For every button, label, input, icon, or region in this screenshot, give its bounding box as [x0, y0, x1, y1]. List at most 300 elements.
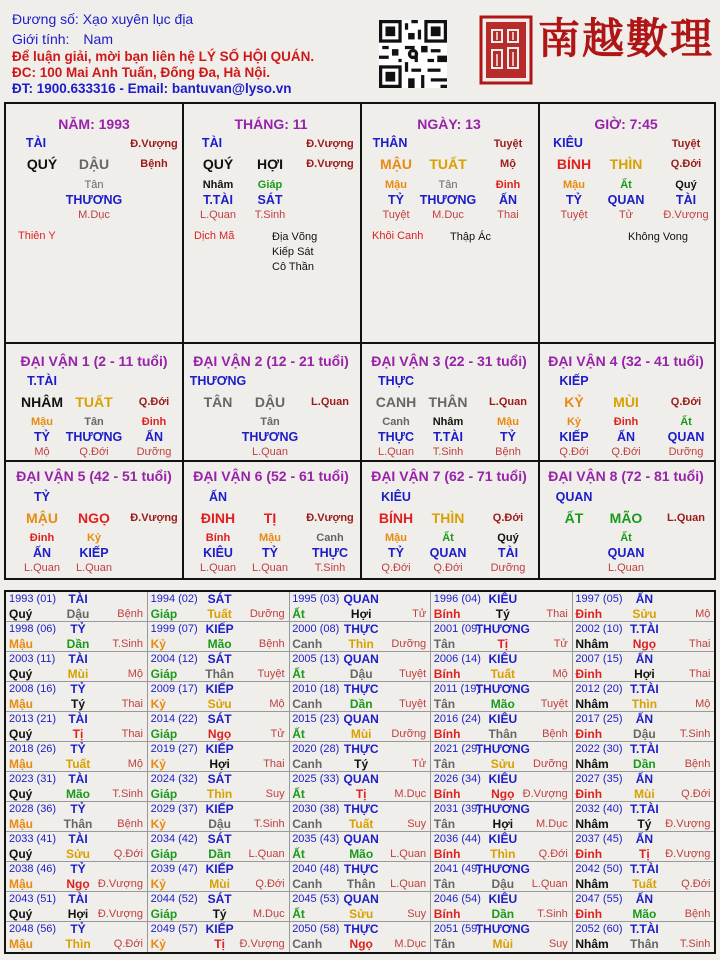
pillar-stem-state: Đ.Vượng	[306, 138, 354, 150]
year-star: ẤN	[635, 832, 654, 846]
dai-van-star: KIÊU	[381, 490, 411, 504]
year-stem: Kỷ	[150, 937, 166, 951]
dai-van-state: Q.Đới	[138, 396, 170, 408]
year-stem: Đinh	[575, 787, 603, 801]
year-branch: Thìn	[206, 787, 233, 801]
hidden-stem: Giáp	[257, 179, 283, 191]
dai-van-title: ĐẠI VẬN 1 (2 - 11 tuổi)	[20, 353, 168, 369]
owner-line	[12, 11, 193, 27]
year-branch: Mùi	[209, 877, 230, 891]
year-cell	[289, 772, 431, 802]
contact-address: ĐC: 100 Mai Anh Tuấn, Đống Đa, Hà Nội.	[12, 65, 271, 80]
hidden-stem: Tân	[438, 179, 458, 191]
year-star: KIẾP	[205, 862, 234, 876]
year-phase: T.Sinh	[254, 818, 285, 830]
hidden-stem-star: TỶ	[500, 430, 516, 444]
year-phase: T.Sinh	[679, 728, 711, 740]
year-branch: Mùi	[350, 727, 372, 741]
year-label: 2016 (24)	[433, 713, 481, 725]
year-phase: Q.Đới	[681, 788, 711, 800]
year-star: SÁT	[207, 772, 232, 786]
hidden-stem-star: KIẾP	[79, 546, 109, 560]
year-label: 2032 (40)	[575, 803, 623, 815]
year-branch: Tị	[355, 787, 367, 801]
year-phase: Thai	[546, 608, 568, 620]
year-phase: Thai	[263, 758, 285, 770]
year-branch: Thìn	[348, 637, 374, 651]
year-cell	[289, 892, 431, 922]
year-phase: Dưỡng	[391, 638, 427, 650]
year-star: TÀI	[68, 832, 88, 846]
contact-phone-email: ĐT: 1900.633316 - Email: bantuvan@lyso.vn	[12, 81, 292, 96]
hidden-stem-phase: L.Quan	[23, 562, 61, 574]
hidden-stem-star: TÀI	[497, 546, 519, 560]
year-branch: Mùi	[492, 937, 514, 951]
year-star: QUAN	[343, 712, 379, 726]
year-star: TÀI	[68, 892, 88, 906]
year-cell	[6, 712, 148, 742]
year-phase: Suy	[407, 818, 427, 830]
year-label: 2043 (51)	[9, 893, 57, 905]
year-branch: Mão	[632, 907, 657, 921]
year-label: 2042 (50)	[575, 863, 623, 875]
year-stem: Giáp	[150, 787, 178, 801]
year-branch: Thân	[488, 727, 518, 741]
year-branch: Tị	[72, 727, 84, 741]
pillar-branch-state: Mộ	[500, 158, 516, 170]
hidden-stem-star: THƯƠNG	[241, 430, 299, 444]
year-cell	[289, 712, 431, 742]
year-label: 1995 (03)	[292, 593, 340, 605]
year-star: THỰC	[343, 922, 379, 936]
year-stem: Giáp	[150, 667, 178, 681]
dai-van-branch: DẬU	[254, 394, 286, 410]
hidden-stem-phase: L.Quan	[199, 209, 237, 221]
year-branch: Dậu	[208, 817, 231, 831]
dai-van-box	[4, 342, 184, 462]
year-phase: Mộ	[552, 668, 568, 680]
year-cell	[572, 772, 714, 802]
dai-van-state: L.Quan	[489, 396, 527, 408]
year-label: 2015 (23)	[292, 713, 340, 725]
year-branch: Dần	[633, 757, 656, 771]
year-star: ẤN	[635, 592, 654, 606]
year-star: TÀI	[68, 772, 88, 786]
year-label: 2046 (54)	[433, 893, 481, 905]
hidden-stem-star: THƯƠNG	[65, 430, 123, 444]
hidden-stem-phase: Q.Đới	[611, 446, 641, 458]
hidden-stem-phase: M.Dục	[432, 209, 464, 221]
dai-van-star: KIẾP	[559, 374, 589, 388]
year-branch: Thìn	[490, 847, 516, 861]
year-star: KIÊU	[488, 772, 518, 786]
hidden-stem: Canh	[316, 532, 344, 544]
dai-van-box	[538, 342, 716, 462]
pillar-stem: BÍNH	[556, 156, 592, 172]
year-label: 1993 (01)	[9, 593, 57, 605]
year-phase: Tuyệt	[540, 698, 568, 710]
year-phase: Q.Đới	[255, 878, 285, 890]
year-label: 2037 (45)	[575, 833, 623, 845]
hidden-stem: Mậu	[31, 416, 53, 428]
dai-van-title: ĐẠI VẬN 7 (62 - 71 tuổi)	[371, 468, 527, 484]
dai-van-stem: ĐINH	[200, 510, 236, 526]
year-label: 2012 (20)	[575, 683, 623, 695]
hidden-stem-star: ẤN	[144, 430, 164, 444]
hidden-stem-phase: Dưỡng	[668, 446, 704, 458]
hidden-stem: Ất	[680, 416, 692, 428]
year-stem: Giáp	[150, 727, 178, 741]
year-phase: Suy	[548, 938, 568, 950]
year-stem: Bính	[433, 847, 461, 861]
year-cell	[148, 682, 290, 712]
year-branch: Dần	[208, 847, 231, 861]
pillar-title: THÁNG: 11	[234, 116, 308, 132]
dai-van-branch: NGỌ	[78, 510, 110, 526]
year-label: 2025 (33)	[292, 773, 340, 785]
year-stem: Tân	[433, 637, 456, 651]
year-star: THỰC	[343, 622, 379, 636]
year-stem: Đinh	[575, 667, 603, 681]
year-cell	[289, 742, 431, 772]
year-cell	[148, 802, 290, 832]
year-phase: M.Dục	[536, 818, 568, 830]
year-cell	[572, 802, 714, 832]
year-star: T.TÀI	[630, 922, 659, 936]
pillar-stem: MẬU	[380, 156, 412, 172]
year-phase: Tuyệt	[399, 698, 427, 710]
year-label: 2044 (52)	[150, 893, 198, 905]
year-stem: Nhâm	[575, 937, 609, 951]
year-stem: Canh	[292, 817, 323, 831]
year-stem: Tân	[433, 817, 456, 831]
year-branch: Sửu	[65, 847, 91, 861]
year-cell	[6, 772, 148, 802]
year-cell	[431, 622, 573, 652]
year-branch: Tị	[214, 937, 225, 951]
year-branch: Tuất	[65, 757, 91, 771]
year-stem: Mậu	[9, 757, 33, 771]
year-stem: Đinh	[575, 847, 603, 861]
year-branch: Dậu	[66, 607, 90, 621]
year-stem: Tân	[433, 937, 456, 951]
year-stem: Ất	[292, 727, 305, 741]
year-label: 2002 (10)	[575, 623, 623, 635]
year-phase: Thai	[688, 668, 711, 680]
year-branch: Dần	[349, 697, 373, 711]
year-branch: Tị	[497, 637, 509, 651]
year-label: 2051 (59)	[433, 923, 481, 935]
year-branch: Hợi	[209, 757, 230, 771]
year-stem: Kỷ	[150, 697, 166, 711]
year-label: 2020 (28)	[292, 743, 340, 755]
year-star: THỰC	[343, 742, 379, 756]
hidden-stem-phase: Mộ	[34, 446, 50, 458]
year-branch: Dần	[66, 637, 90, 651]
year-phase: Tuyệt	[257, 668, 285, 680]
year-stem: Canh	[292, 877, 323, 891]
hidden-stem-star: ẤN	[32, 546, 52, 560]
pillar-stem: QUÝ	[26, 156, 58, 172]
year-star: TỶ	[70, 862, 86, 876]
year-phase: Tử	[412, 608, 427, 620]
year-label: 1999 (07)	[150, 623, 198, 635]
year-phase: Q.Đới	[113, 938, 143, 950]
hidden-stem-star: ẤN	[498, 193, 518, 207]
year-phase: M.Dục	[394, 788, 427, 800]
year-label: 2052 (60)	[575, 923, 623, 935]
year-label: 2018 (26)	[9, 743, 57, 755]
hidden-stem: Tân	[260, 416, 280, 428]
year-stem: Ất	[292, 847, 305, 861]
hidden-stem: Quý	[675, 179, 697, 191]
year-star: ẤN	[635, 892, 654, 906]
year-stem: Mậu	[9, 817, 33, 831]
hidden-stem-phase: L.Quan	[377, 446, 415, 458]
owner-name: Xạo xuyên lục địa	[82, 11, 194, 27]
year-stem: Mậu	[9, 937, 33, 951]
year-cell	[431, 592, 573, 622]
year-phase: Đ.Vượng	[97, 908, 143, 920]
dai-van-branch: THÌN	[431, 510, 465, 526]
year-star: THỰC	[343, 862, 379, 876]
year-phase: T.Sinh	[112, 638, 143, 650]
year-branch: Hợi	[67, 907, 89, 921]
year-stem: Kỷ	[150, 757, 166, 771]
year-cell	[148, 892, 290, 922]
year-stem: Bính	[433, 907, 461, 921]
year-cell	[572, 832, 714, 862]
hidden-stem-star: T.TÀI	[203, 193, 233, 207]
year-phase: Q.Đới	[113, 848, 143, 860]
dai-van-star: ẤN	[208, 490, 228, 504]
hidden-stem-phase: Tử	[618, 209, 634, 221]
year-branch: Hợi	[492, 817, 514, 831]
year-cell	[572, 682, 714, 712]
hidden-stem: Bính	[205, 532, 231, 544]
hidden-stem-star: KIÊU	[203, 546, 233, 560]
year-phase: Bệnh	[117, 608, 143, 620]
year-star: KIÊU	[488, 712, 518, 726]
year-branch: Dậu	[633, 727, 656, 741]
hidden-stem-star: THỰC	[377, 430, 415, 444]
year-branch: Ngọ	[207, 727, 232, 741]
year-stem: Tân	[433, 697, 456, 711]
year-label: 2024 (32)	[150, 773, 198, 785]
year-stem: Tân	[433, 757, 456, 771]
year-cell	[148, 652, 290, 682]
pillar-branch: TUẤT	[429, 156, 467, 172]
hidden-stem-star: TỶ	[388, 193, 404, 207]
pillar-box	[538, 102, 716, 344]
hidden-stem-star: QUAN	[607, 193, 645, 207]
year-phase: L.Quan	[248, 848, 285, 860]
pillar-stem-star: TÀI	[201, 136, 223, 150]
year-branch: Thân	[630, 937, 659, 951]
year-stem: Canh	[292, 637, 323, 651]
year-stem: Mậu	[9, 637, 33, 651]
pillar-branch: DẬU	[78, 156, 110, 172]
year-stem: Nhâm	[575, 877, 609, 891]
pillar-stem: QUÝ	[202, 156, 234, 172]
year-star: KIÊU	[488, 652, 518, 666]
year-cell	[289, 862, 431, 892]
year-stem: Mậu	[9, 697, 33, 711]
hidden-stem: Canh	[382, 416, 410, 428]
year-cell	[6, 802, 148, 832]
year-cell	[431, 742, 573, 772]
year-star: SÁT	[207, 712, 232, 726]
year-star: THỰC	[343, 802, 379, 816]
year-star: KIÊU	[488, 592, 518, 606]
year-stem: Nhâm	[575, 697, 609, 711]
hidden-stem-star: TỶ	[34, 430, 50, 444]
year-label: 2030 (38)	[292, 803, 340, 815]
year-star: KIẾP	[205, 742, 234, 756]
dai-van-star: QUAN	[555, 490, 593, 504]
hidden-stem-phase: Q.Đới	[79, 446, 109, 458]
year-phase: Tử	[412, 758, 427, 770]
year-label: 2006 (14)	[433, 653, 481, 665]
pillar-box	[4, 102, 184, 344]
hidden-stem: Đinh	[495, 179, 521, 191]
hidden-stem: Quý	[497, 532, 519, 544]
year-branch: Thân	[205, 667, 234, 681]
year-label: 2023 (31)	[9, 773, 57, 785]
year-cell	[431, 802, 573, 832]
year-phase: M.Dục	[252, 908, 285, 920]
pillar-box	[360, 102, 540, 344]
year-label: 2033 (41)	[9, 833, 57, 845]
year-cell	[6, 832, 148, 862]
year-phase: Thai	[688, 638, 711, 650]
year-branch: Tý	[70, 697, 86, 711]
hidden-stem: Mậu	[563, 179, 585, 191]
dai-van-box	[360, 342, 540, 462]
year-label: 2017 (25)	[575, 713, 623, 725]
year-stem: Kỷ	[150, 637, 166, 651]
gender-label: Giới tính:	[12, 31, 70, 47]
year-stem: Mậu	[9, 877, 33, 891]
pillar-branch: THÌN	[609, 156, 643, 172]
shen-sat: Địa Võng Kiếp Sát Cô Thần	[272, 231, 318, 273]
year-star: T.TÀI	[630, 862, 659, 876]
year-label: 2005 (13)	[292, 653, 340, 665]
year-cell	[148, 922, 290, 952]
year-cell	[148, 832, 290, 862]
year-label: 2022 (30)	[575, 743, 623, 755]
year-star: THƯƠNG	[475, 862, 530, 876]
year-cell	[572, 862, 714, 892]
pillar-stem-star: THÂN	[372, 136, 408, 150]
year-star: THƯƠNG	[475, 742, 530, 756]
dai-van-branch: TỊ	[263, 510, 277, 526]
year-label: 2009 (17)	[150, 683, 198, 695]
hidden-stem-phase: Q.Đới	[559, 446, 589, 458]
year-branch: Thân	[63, 817, 93, 831]
year-phase: Đ.Vượng	[239, 938, 285, 950]
year-branch: Ngọ	[66, 877, 90, 891]
year-phase: Thai	[121, 698, 143, 710]
year-star: THƯƠNG	[475, 622, 530, 636]
year-cell	[148, 742, 290, 772]
year-label: 2027 (35)	[575, 773, 623, 785]
year-branch: Tuất	[490, 667, 516, 681]
year-phase: Dưỡng	[533, 758, 568, 770]
year-star: TÀI	[68, 592, 88, 606]
year-stem: Bính	[433, 727, 461, 741]
year-star: TỶ	[70, 682, 86, 696]
hidden-stem: Mậu	[497, 416, 519, 428]
year-star: THƯƠNG	[475, 802, 530, 816]
year-branch: Thìn	[631, 697, 658, 711]
pillar-stem-state: Tuyệt	[671, 138, 701, 150]
year-phase: T.Sinh	[537, 908, 568, 920]
hidden-stem: Kỷ	[86, 532, 102, 544]
year-stem: Canh	[292, 937, 323, 951]
seal-stamp-icon	[478, 14, 534, 86]
shen-sat: Thiên Y	[18, 230, 56, 242]
year-star: THƯƠNG	[475, 682, 530, 696]
shen-sat: Dịch Mã	[194, 230, 235, 242]
year-stem: Bính	[433, 667, 461, 681]
year-branch: Dần	[491, 907, 515, 921]
year-star: TỶ	[70, 802, 86, 816]
hidden-stem-phase: L.Quan	[251, 446, 289, 458]
dai-van-stem: BÍNH	[378, 510, 414, 526]
year-stem: Nhâm	[575, 757, 609, 771]
year-stem: Quý	[9, 907, 33, 921]
year-cell	[431, 922, 573, 952]
year-star: QUAN	[343, 592, 379, 606]
year-branch: Dậu	[349, 667, 373, 681]
year-branch: Tý	[354, 757, 369, 771]
year-stem: Ất	[292, 667, 305, 681]
year-label: 2047 (55)	[575, 893, 623, 905]
year-phase: Bệnh	[117, 818, 143, 830]
dai-van-state: Q.Đới	[492, 512, 524, 524]
pillar-branch-state: Bệnh	[140, 158, 168, 170]
year-star: KIẾP	[205, 922, 234, 936]
year-star: SÁT	[207, 892, 232, 906]
hidden-stem: Ất	[620, 179, 632, 191]
year-branch: Mùi	[634, 787, 655, 801]
year-phase: Mộ	[695, 698, 711, 710]
year-star: T.TÀI	[630, 742, 659, 756]
hidden-stem: Nhâm	[432, 416, 464, 428]
year-star: THỰC	[343, 682, 379, 696]
year-label: 2014 (22)	[150, 713, 198, 725]
dai-van-branch: MÃO	[609, 510, 643, 526]
year-branch: Mão	[66, 787, 90, 801]
hidden-stem: Mậu	[259, 532, 281, 544]
dai-van-star: THỰC	[377, 374, 415, 388]
pillar-box	[182, 102, 362, 344]
year-label: 2028 (36)	[9, 803, 57, 815]
year-branch: Dậu	[491, 877, 515, 891]
chart-header	[0, 0, 720, 102]
year-label: 1998 (06)	[9, 623, 57, 635]
year-cell	[148, 592, 290, 622]
hidden-stem-phase: L.Quan	[75, 562, 113, 574]
year-star: KIẾP	[205, 622, 234, 636]
hidden-stem-star: TÀI	[675, 193, 697, 207]
year-star: ẤN	[635, 712, 654, 726]
year-stem: Kỷ	[150, 817, 166, 831]
year-star: T.TÀI	[630, 802, 659, 816]
year-label: 2003 (11)	[9, 653, 56, 665]
year-label: 2050 (58)	[292, 923, 340, 935]
